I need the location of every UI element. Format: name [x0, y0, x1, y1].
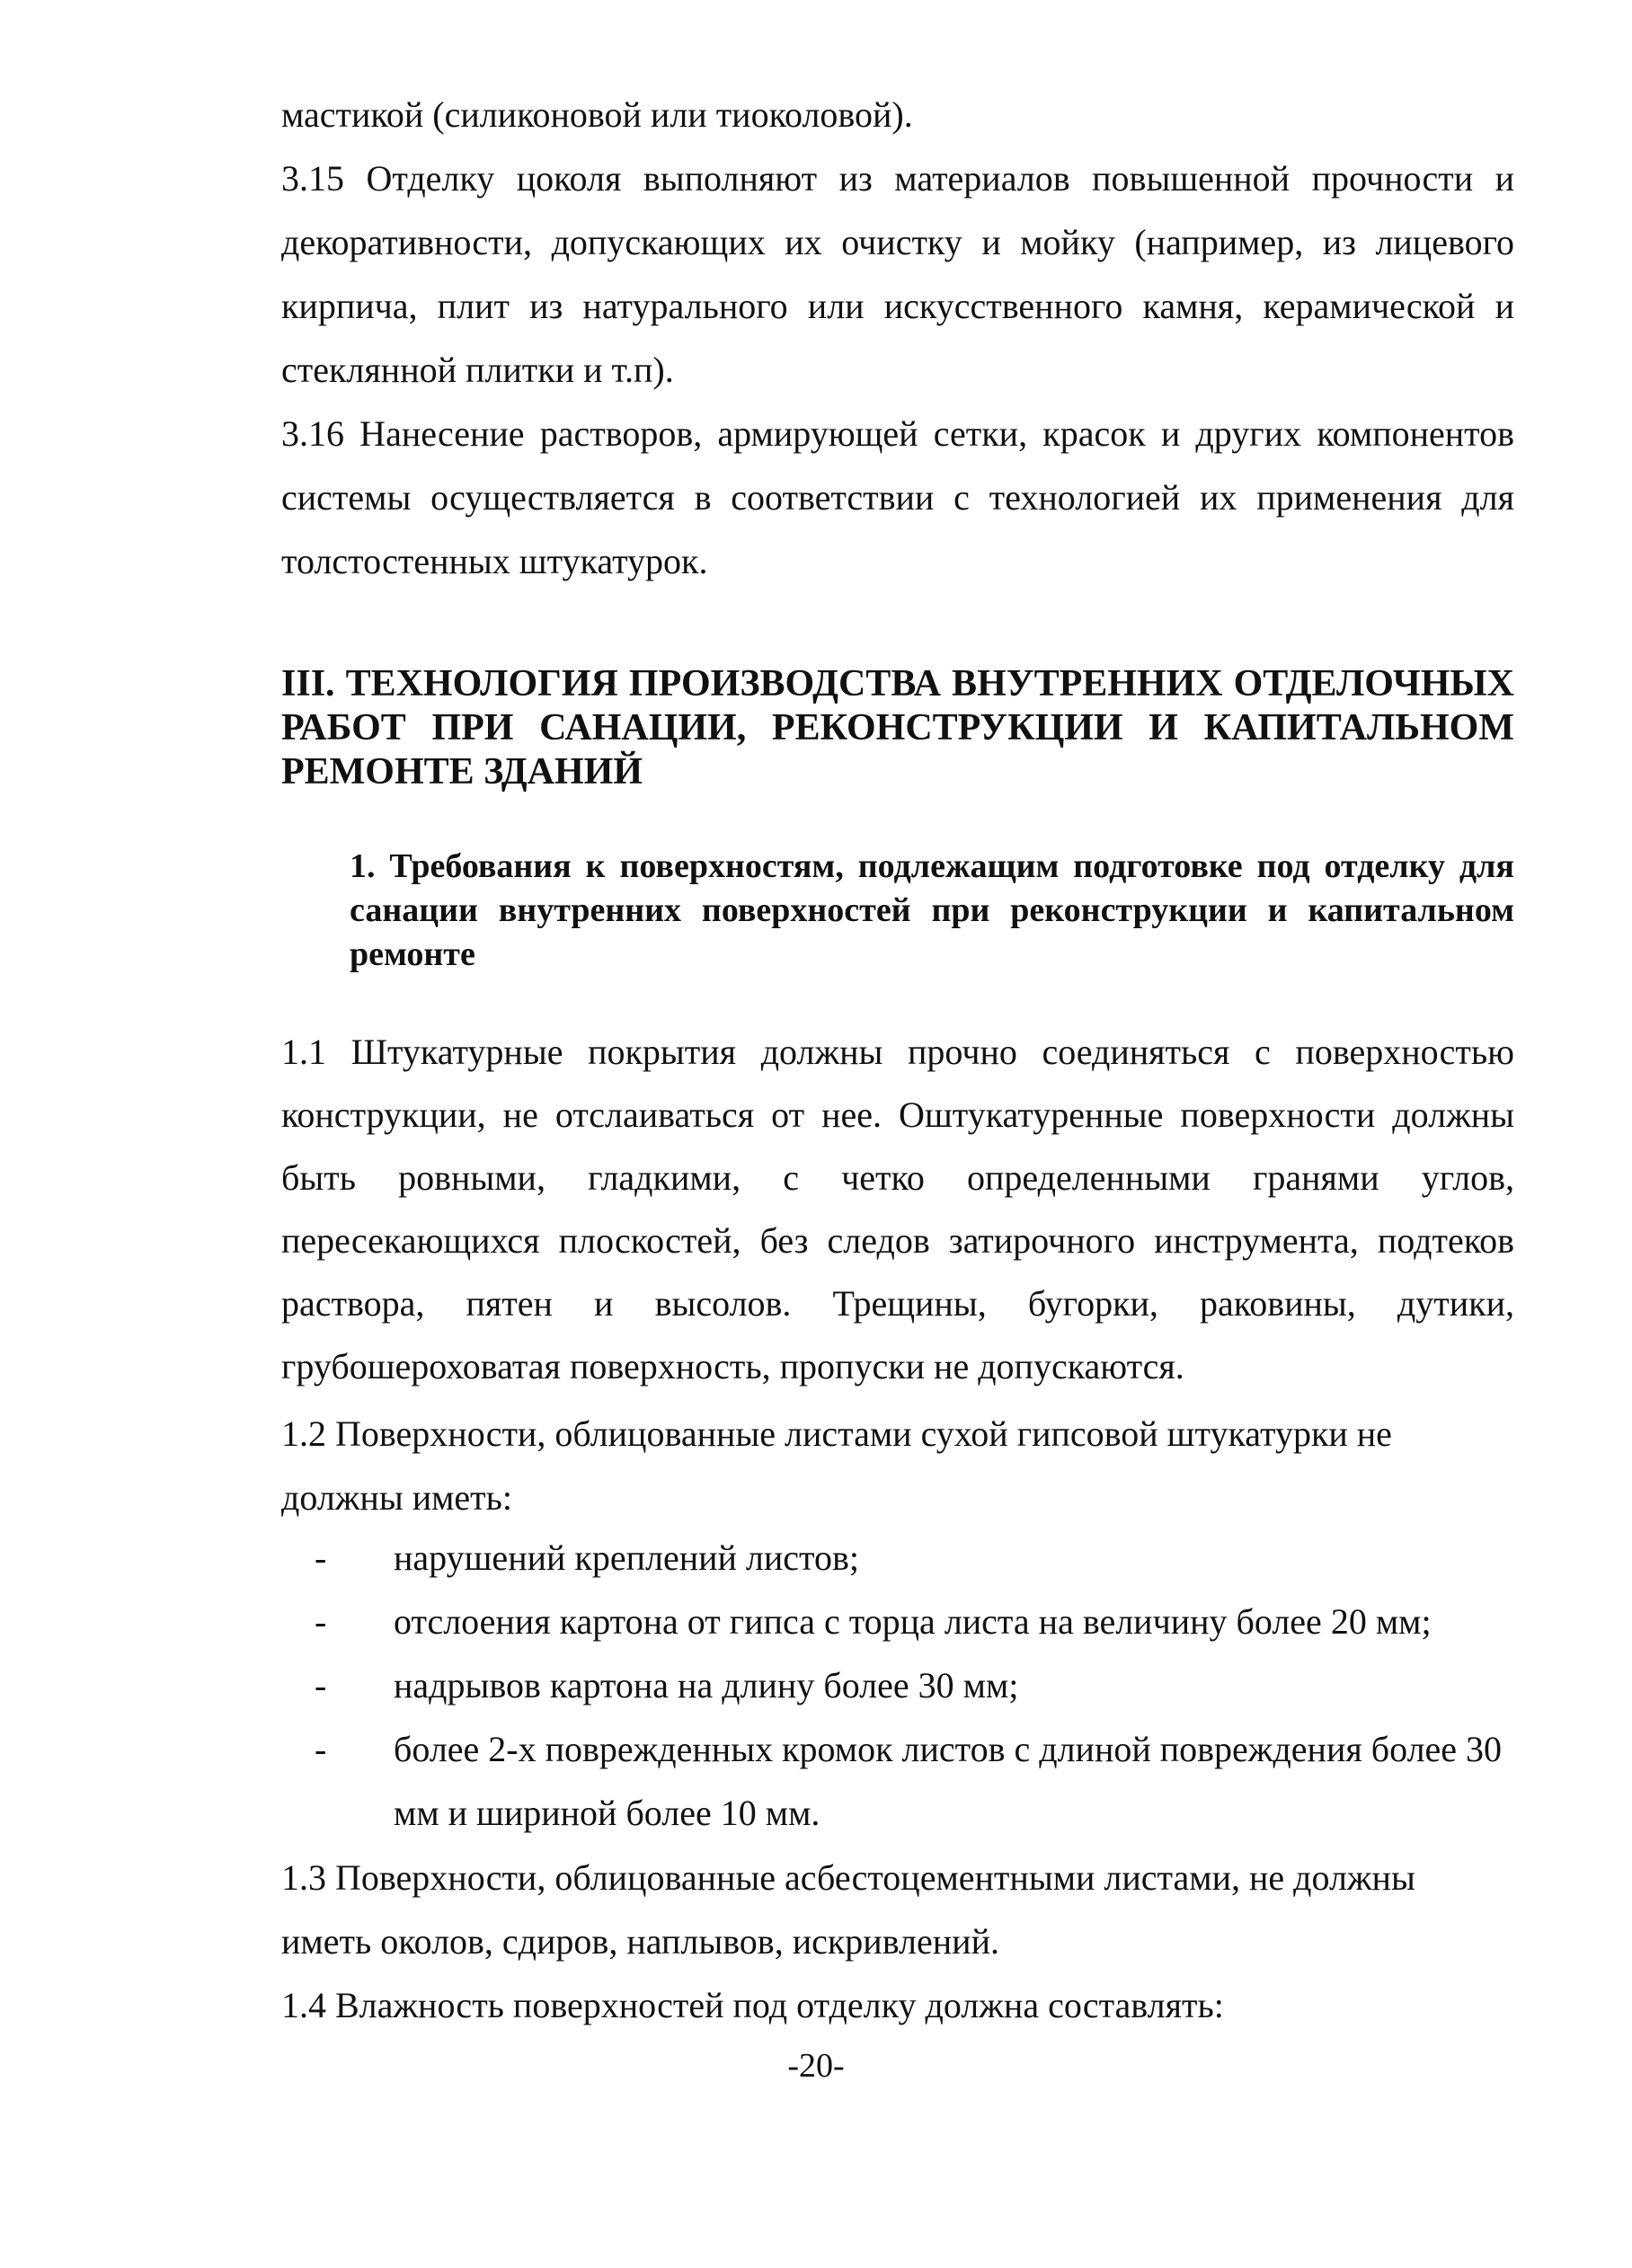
- paragraph-intro: мастикой (силиконовой или тиоколовой).: [281, 94, 913, 135]
- bullet-marker: -: [315, 1601, 327, 1642]
- paragraph-1-3: 1.3 Поверхности, облицованные асбестоцементными листами, не должны иметь околов, сдиров, наплывов, искривлений.: [281, 1857, 1415, 1962]
- section-heading: III. ТЕХНОЛОГИЯ ПРОИЗВОДСТВА ВНУТРЕННИХ ОТДЕЛОЧНЫХ РАБОТ ПРИ САНАЦИИ, РЕКОНСТРУКЦИИ И КАПИТАЛЬНОМ РЕМОНТЕ ЗДАНИЙ: [281, 663, 1514, 793]
- defects-list: [315, 1526, 1514, 1845]
- paragraph-1-4: 1.4 Влажность поверхностей под отделку должна составлять:: [281, 1985, 1224, 2025]
- list-item-text: отслоения картона от гипса с торца листа на величину более 20 мм;: [394, 1601, 1432, 1642]
- list-item: [315, 1590, 1514, 1653]
- list-item-text: более 2-х поврежденных кромок листов с длиной повреждения более 30 мм и шириной более 10 мм.: [394, 1729, 1503, 1833]
- list-item-text: нарушений креплений листов;: [394, 1537, 860, 1578]
- subsection-heading: 1. Требования к поверхностям, подлежащим подготовке под отделку для санации внутренних поверхностей при реконструкции и капитальном ремонте: [350, 847, 1514, 973]
- list-item: [315, 1526, 1514, 1590]
- bullet-marker: -: [315, 1665, 327, 1705]
- list-item: [315, 1653, 1514, 1717]
- list-item: [315, 1717, 1514, 1845]
- page-number: -20-: [787, 2047, 845, 2085]
- bullet-marker: -: [315, 1537, 327, 1578]
- paragraph-1-1: 1.1 Штукатурные покрытия должны прочно соединяться с поверхностью конструкции, не отслаиваться от нее. Оштукатуренные поверхности должны быть ровными, гладкими, с четко определенными гранями углов, пересекающихся плоскостей, без следов затирочного инструмента, подтеков раствора, пятен и высолов. Трещины, бугорки, раковины, дутики, грубошероховатая поверхность, пропуски не допускаются.: [281, 1032, 1514, 1386]
- bullet-marker: -: [315, 1729, 327, 1769]
- paragraph-3-15: 3.15 Отделку цоколя выполняют из материалов повышенной прочности и декоративности, допускающих их очистку и мойку (например, из лицевого кирпича, плит из натурального или искусственного камня, керамической и стеклянной плитки и т.п).: [281, 158, 1514, 390]
- list-item-text: надрывов картона на длину более 30 мм;: [394, 1665, 1019, 1705]
- paragraph-3-16: 3.16 Нанесение растворов, армирующей сетки, красок и других компонентов системы осуществляется в соответствии с технологией их применения для толстостенных штукатурок.: [281, 413, 1514, 581]
- paragraph-1-2: 1.2 Поверхности, облицованные листами сухой гипсовой штукатурки не должны иметь:: [281, 1413, 1392, 1518]
